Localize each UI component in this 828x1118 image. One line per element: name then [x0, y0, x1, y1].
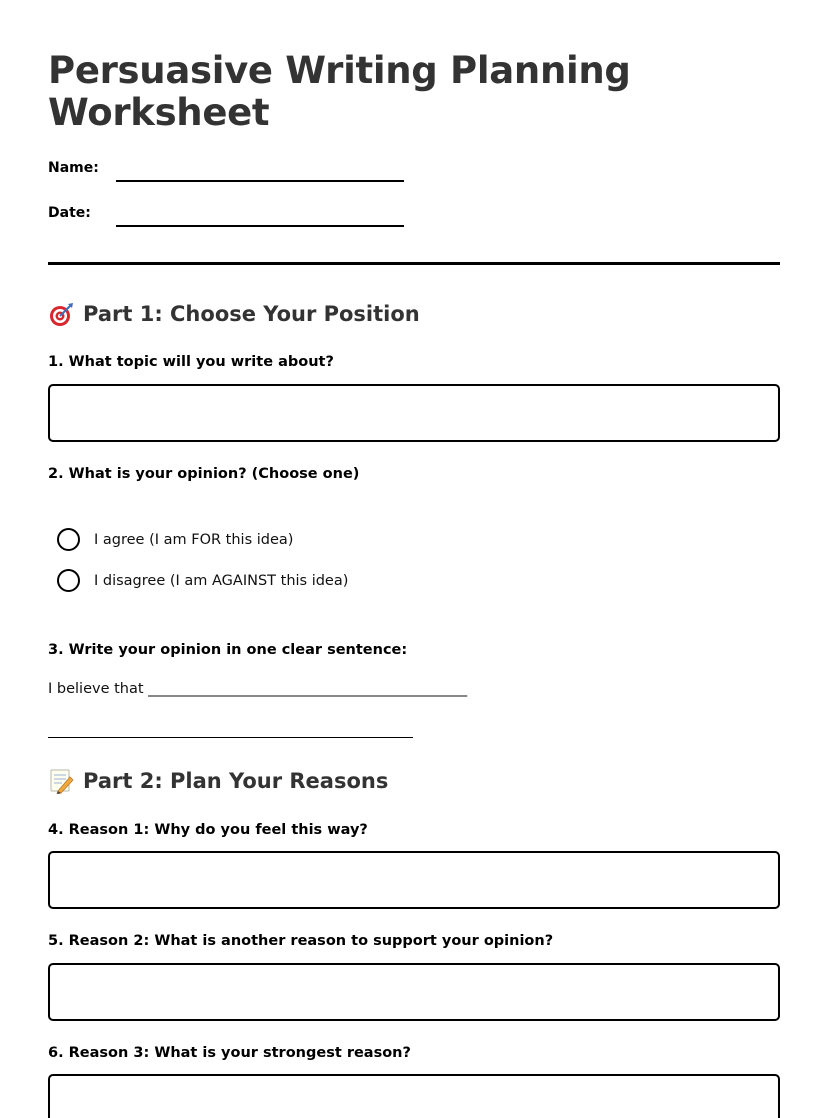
page-title-line-1: Persuasive Writing Planning — [48, 49, 631, 92]
reason3-answer-box[interactable] — [48, 1074, 780, 1118]
memo-pencil-icon — [48, 767, 75, 794]
reason1-answer-box[interactable] — [48, 851, 780, 909]
opinion-sentence-starter: I believe that ____________________________________________ — [48, 681, 468, 697]
agree-label: I agree (I am FOR this idea) — [94, 531, 294, 548]
question-3: 3. Write your opinion in one clear sentence: — [48, 642, 408, 658]
opinion-continuation-line[interactable] — [48, 737, 413, 738]
date-label: Date: — [48, 205, 91, 221]
name-label: Name: — [48, 160, 99, 176]
date-field[interactable] — [116, 225, 404, 227]
option-agree[interactable] — [57, 528, 293, 551]
header-divider — [48, 262, 780, 265]
name-field[interactable] — [116, 180, 404, 182]
part1-heading — [48, 300, 420, 327]
part2-title: Part 2: Plan Your Reasons — [83, 768, 389, 793]
question-6: 6. Reason 3: What is your strongest reason? — [48, 1045, 411, 1061]
reason2-answer-box[interactable] — [48, 963, 780, 1021]
question-4: 4. Reason 1: Why do you feel this way? — [48, 822, 368, 838]
disagree-label: I disagree (I am AGAINST this idea) — [94, 572, 349, 589]
disagree-radio[interactable] — [57, 569, 80, 592]
question-1: 1. What topic will you write about? — [48, 354, 334, 370]
agree-radio[interactable] — [57, 528, 80, 551]
topic-answer-box[interactable] — [48, 384, 780, 442]
page-title — [48, 50, 631, 134]
part2-heading — [48, 767, 388, 794]
question-5: 5. Reason 2: What is another reason to support your opinion? — [48, 933, 554, 949]
target-icon — [48, 300, 75, 327]
page-title-line-2: Worksheet — [48, 91, 270, 134]
question-2: 2. What is your opinion? (Choose one) — [48, 466, 360, 482]
option-disagree[interactable] — [57, 569, 348, 592]
part1-title: Part 1: Choose Your Position — [83, 301, 420, 326]
